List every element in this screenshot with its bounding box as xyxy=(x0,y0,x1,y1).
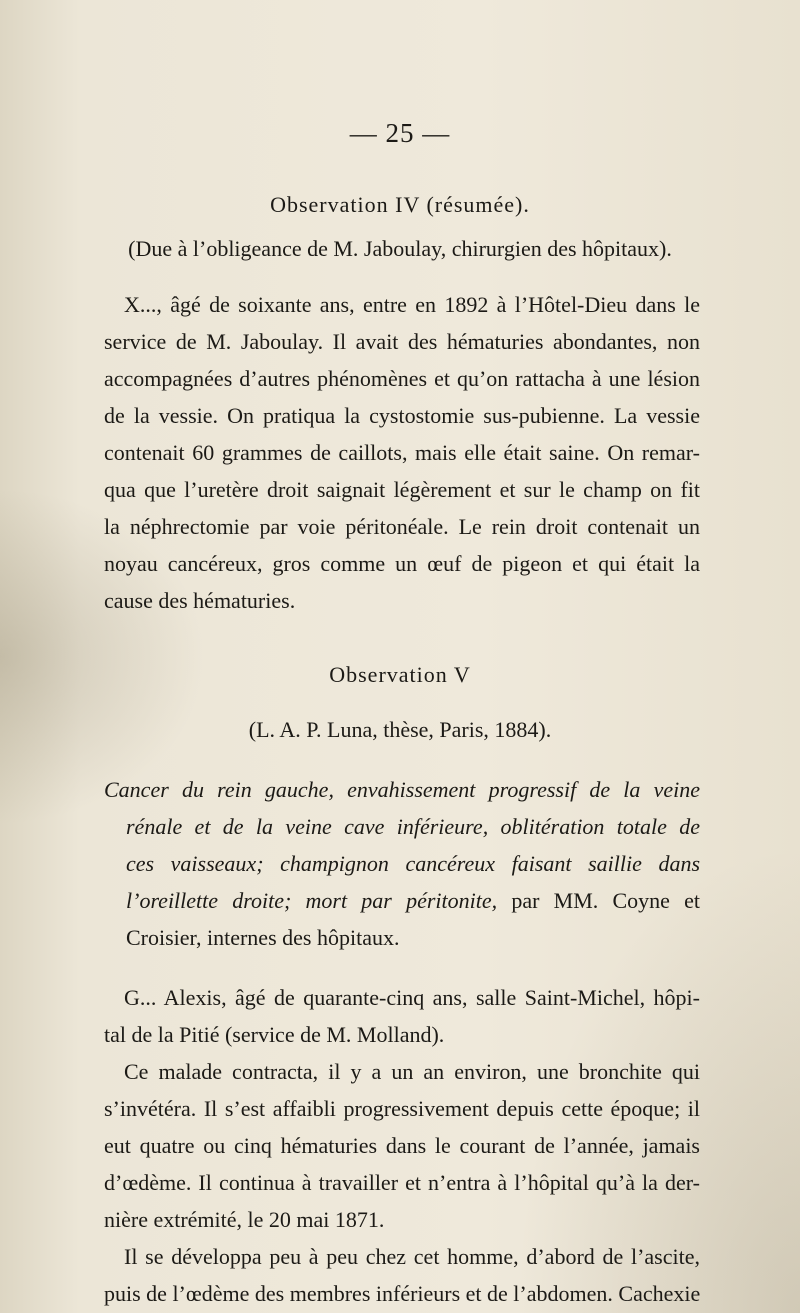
obs-iv-line: de la vessie. On pratiqua la cystostomie sus-pubienne. La vessie xyxy=(104,403,700,428)
obs-iv-line: qua que l’uretère droit saignait légèrement et sur le champ on fit xyxy=(104,477,700,502)
obs-v-summary-line: rénale et de la veine cave inférieure, oblitération totale de xyxy=(126,814,700,839)
obs-v-line: s’invétéra. Il s’est affaibli progressivement depuis cette époque; il xyxy=(104,1096,700,1121)
obs-iv-line: la néphrectomie par voie péritonéale. Le rein droit contenait un xyxy=(104,514,700,539)
observation-v-title: Observation V xyxy=(329,662,471,687)
obs-v-line: G... Alexis, âgé de quarante-cinq ans, salle Saint-Michel, hôpi- xyxy=(124,985,700,1010)
obs-iv-line: cause des hématuries. xyxy=(104,588,296,613)
obs-v-summary-last: Croisier, internes des hôpitaux. xyxy=(126,925,400,950)
obs-v-line: Il se développa peu à peu chez cet homme, d’abord de l’ascite, xyxy=(124,1244,700,1269)
obs-iv-line: service de M. Jaboulay. Il avait des hématuries abondantes, non xyxy=(104,329,700,354)
obs-iv-line: noyau cancéreux, gros comme un œuf de pigeon et qui était la xyxy=(104,551,700,576)
page-number: — 25 — xyxy=(349,118,451,148)
obs-v-line: nière extrémité, le 20 mai 1871. xyxy=(104,1207,385,1232)
obs-v-line: d’œdème. Il continua à travailler et n’entra à l’hôpital qu’à la der- xyxy=(104,1170,700,1195)
obs-v-summary-line: Cancer du rein gauche, envahissement progressif de la veine xyxy=(104,777,700,802)
observation-iv-source: (Due à l’obligeance de M. Jaboulay, chirurgien des hôpitaux). xyxy=(128,236,672,261)
obs-v-summary-line: ces vaisseaux; champignon cancéreux faisant saillie dans xyxy=(126,851,700,876)
obs-iv-line: contenait 60 grammes de caillots, mais elle était saine. On remar- xyxy=(104,440,700,465)
obs-v-line: tal de la Pitié (service de M. Molland). xyxy=(104,1022,445,1047)
obs-v-summary-line xyxy=(126,888,700,914)
obs-iv-line: accompagnées d’autres phénomènes et qu’on rattacha à une lésion xyxy=(104,366,700,391)
observation-v-source: (L. A. P. Luna, thèse, Paris, 1884). xyxy=(248,717,552,742)
obs-v-summary-italic: l’oreillette droite; mort par péritonite, xyxy=(126,888,498,913)
observation-iv-title: Observation IV (résumée). xyxy=(270,192,530,217)
obs-v-line: eut quatre ou cinq hématuries dans le courant de l’année, jamais xyxy=(104,1133,700,1158)
obs-iv-line: X..., âgé de soixante ans, entre en 1892 à l’Hôtel-Dieu dans le xyxy=(124,292,700,317)
obs-v-line: Ce malade contracta, il y a un an environ, une bronchite qui xyxy=(124,1059,700,1084)
obs-v-summary-tail: par MM. Coyne et xyxy=(497,888,701,913)
obs-v-line: puis de l’œdème des membres inférieurs et de l’abdomen. Cachexie xyxy=(104,1281,701,1306)
